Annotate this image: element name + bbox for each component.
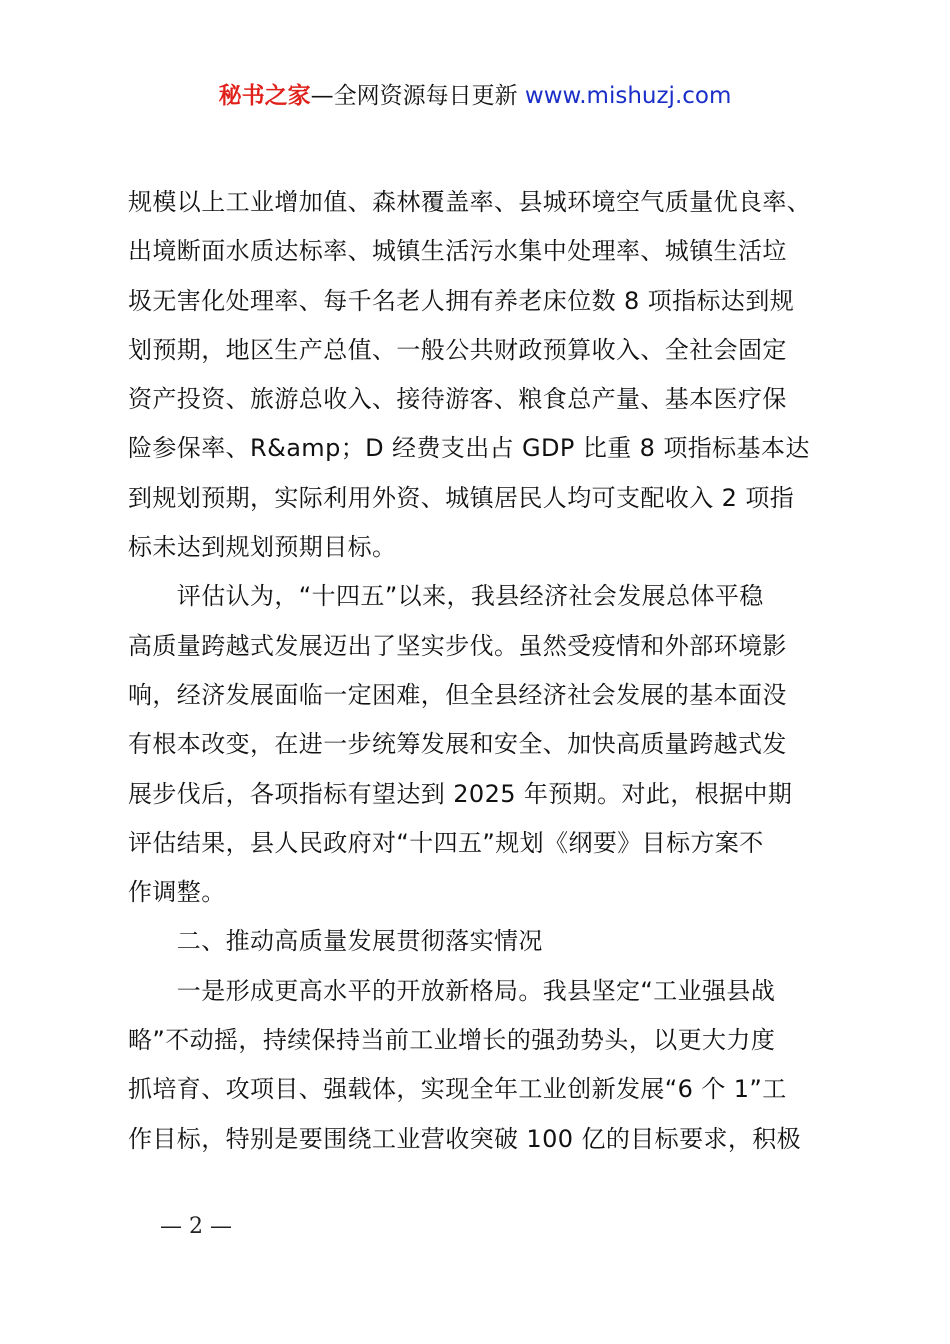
text-line: 险参保率、R&amp；D 经费支出占 GDP 比重 8 项指标基本达: [128, 434, 810, 463]
text-line: 评估结果，县人民政府对“十四五”规划《纲要》目标方案不: [128, 828, 764, 857]
site-header: [0, 80, 950, 112]
text-line: 划预期，地区生产总值、一般公共财政预算收入、全社会固定: [128, 335, 787, 364]
text-line: 展步伐后，各项指标有望达到 2025 年预期。对此，根据中期: [128, 779, 793, 808]
text-line: 资产投资、旅游总收入、接待游客、粮食总产量、基本医疗保: [128, 385, 787, 414]
site-url-link[interactable]: www.mishuzj.com: [524, 83, 732, 109]
section-heading: 二、推动高质量发展贯彻落实情况: [128, 927, 543, 956]
text-line: 高质量跨越式发展迈出了坚实步伐。虽然受疫情和外部环境影: [128, 631, 787, 660]
text-line: 作调整。: [128, 878, 226, 907]
text-line: 响，经济发展面临一定困难，但全县经济社会发展的基本面没: [128, 680, 787, 709]
text-line: 一是形成更高水平的开放新格局。我县坚定“工业强县战: [128, 976, 776, 1005]
page-number: — 2 —: [160, 1214, 232, 1239]
site-brand: 秘书之家: [218, 83, 311, 109]
text-line: 有根本改变，在进一步统筹发展和安全、加快高质量跨越式发: [128, 730, 787, 759]
text-line: 评估认为，“十四五”以来，我县经济社会发展总体平稳: [128, 582, 764, 611]
text-line: 到规划预期，实际利用外资、城镇居民人均可支配收入 2 项指: [128, 483, 795, 512]
site-slogan: —全网资源每日更新: [310, 83, 518, 109]
text-line: 出境断面水质达标率、城镇生活污水集中处理率、城镇生活垃: [128, 237, 787, 266]
text-line: 抓培育、攻项目、强载体，实现全年工业创新发展“6 个 1”工: [128, 1075, 787, 1104]
text-line: 圾无害化处理率、每千名老人拥有养老床位数 8 项指标达到规: [128, 286, 795, 315]
text-line: 标未达到规划预期目标。: [128, 533, 397, 562]
text-line: 规模以上工业增加值、森林覆盖率、县城环境空气质量优良率、: [128, 188, 812, 216]
text-line: 略”不动摇，持续保持当前工业增长的强劲势头，以更大力度: [128, 1026, 776, 1055]
text-line: 作目标，特别是要围绕工业营收突破 100 亿的目标要求，积极: [128, 1124, 802, 1153]
document-body: [128, 178, 828, 1164]
